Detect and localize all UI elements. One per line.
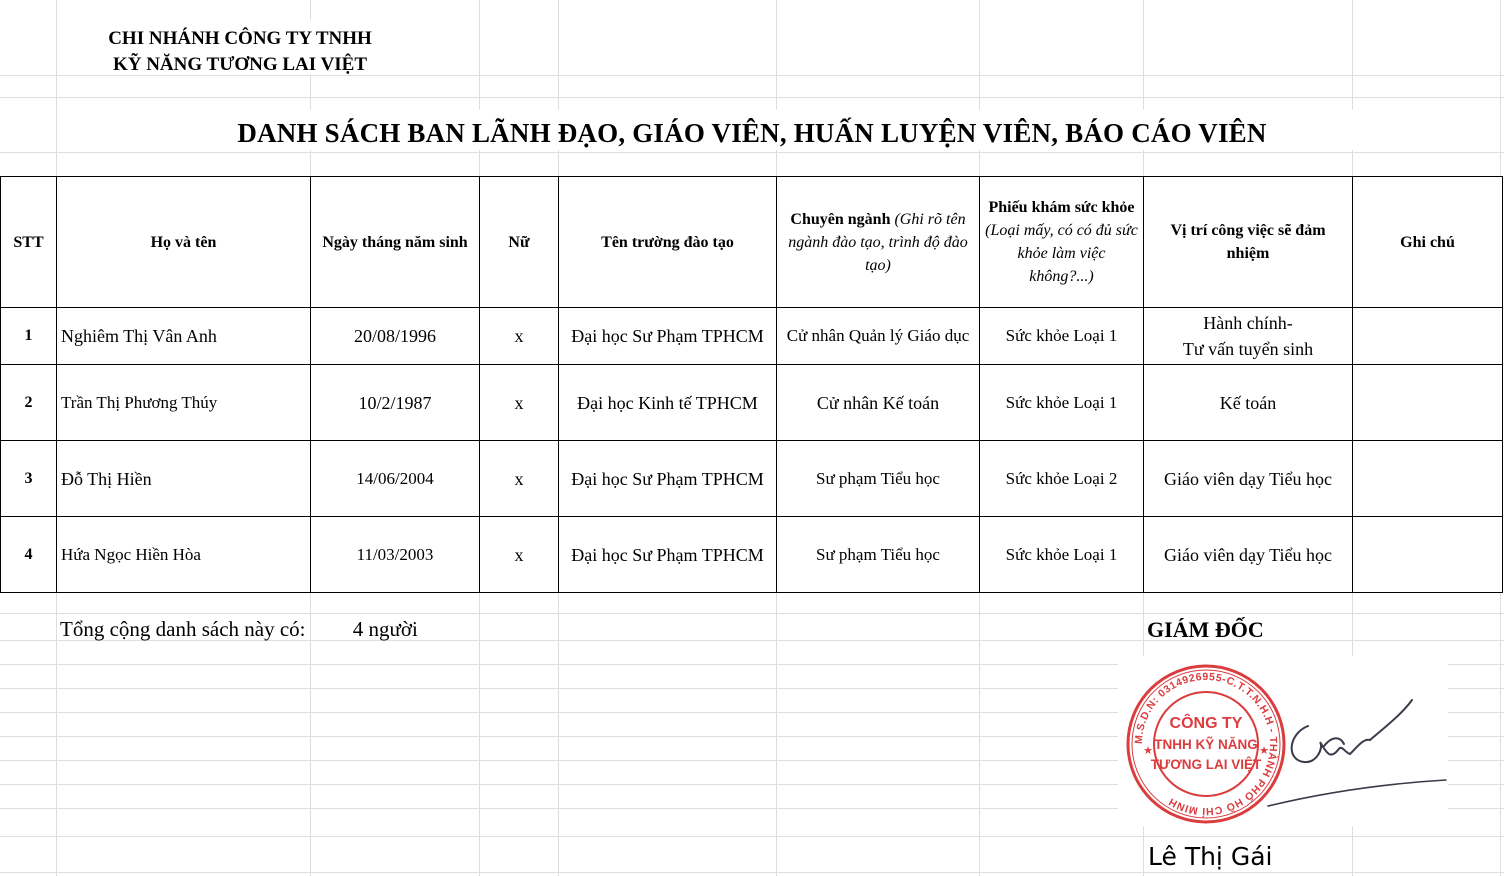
cell-stt: 3 [1, 441, 57, 517]
cell-notes [1353, 308, 1503, 365]
cell-school: Đại học Sư Phạm TPHCM [559, 308, 777, 365]
stamp-line-2: TNHH KỸ NĂNG [1154, 737, 1258, 752]
table-row [1, 308, 1503, 365]
company-line-2: KỸ NĂNG TƯƠNG LAI VIỆT [112, 54, 368, 75]
cell-major: Sư phạm Tiểu học [777, 517, 980, 593]
cell-stt: 2 [1, 365, 57, 441]
total-unit: người [368, 617, 418, 641]
col-header-female: Nữ [480, 177, 559, 308]
cell-school: Đại học Kinh tế TPHCM [559, 365, 777, 441]
signer-name: Lê Thị Gái [1148, 842, 1278, 871]
total-label: Tổng cộng danh sách này có: [60, 617, 306, 641]
gridline [0, 613, 1504, 614]
company-stamp [1128, 666, 1284, 822]
cell-stt: 4 [1, 517, 57, 593]
cell-name: Đỗ Thị Hiền [57, 441, 311, 517]
cell-major: Sư phạm Tiểu học [777, 441, 980, 517]
health-label: Phiếu khám sức khỏe [988, 199, 1135, 216]
cell-dob: 20/08/1996 [311, 308, 480, 365]
company-line-1: CHI NHÁNH CÔNG TY TNHH [108, 28, 372, 49]
cell-school: Đại học Sư Phạm TPHCM [559, 517, 777, 593]
position-line-1: Giáo viên dạy Tiểu học [1164, 468, 1332, 489]
position-line-1: Giáo viên dạy Tiểu học [1164, 544, 1332, 565]
star-icon: ★ [1143, 745, 1153, 757]
cell-female: x [480, 517, 559, 593]
cell-notes [1353, 365, 1503, 441]
col-header-dob: Ngày tháng năm sinh [311, 177, 480, 308]
company-stamp-and-signature [1118, 656, 1448, 826]
cell-female: x [480, 308, 559, 365]
stamp-line-3: TƯƠNG LAI VIỆT [1150, 757, 1262, 772]
col-header-health [980, 177, 1144, 308]
cell-school: Đại học Sư Phạm TPHCM [559, 441, 777, 517]
total-summary [60, 617, 418, 642]
cell-major: Cử nhân Quản lý Giáo dục [777, 308, 980, 365]
col-header-major [777, 177, 980, 308]
major-label: Chuyên ngành [790, 210, 891, 228]
health-note: (Loại mấy, có có đủ sức khỏe làm việc không?...) [985, 222, 1138, 285]
position-line-1: Kế toán [1219, 392, 1277, 413]
cell-major: Cử nhân Kế toán [777, 365, 980, 441]
star-icon: ★ [1259, 745, 1269, 757]
cell-name: Hứa Ngọc Hiền Hòa [57, 517, 311, 593]
cell-female: x [480, 365, 559, 441]
gridline [0, 872, 1504, 873]
gridline [0, 152, 1504, 153]
col-header-school: Tên trường đào tạo [559, 177, 777, 308]
cell-dob: 11/03/2003 [311, 517, 480, 593]
major-note: (Ghi rõ tên ngành đào tạo, trình độ đào tạo) [788, 210, 968, 274]
table-row [1, 517, 1503, 593]
signature-area [1118, 656, 1448, 826]
cell-dob: 10/2/1987 [311, 365, 480, 441]
cell-dob: 14/06/2004 [311, 441, 480, 517]
gridline [0, 97, 1504, 98]
position-line-2: Tư vấn tuyển sinh [1182, 339, 1314, 359]
staff-table [0, 176, 1503, 593]
document-title: DANH SÁCH BAN LÃNH ĐẠO, GIÁO VIÊN, HUẤN LUYỆN VIÊN, BÁO CÁO VIÊN [237, 118, 1267, 148]
stamp-outer-text: M.S.D.N: 0314926955-C.T.T.N.H.H - THÀNH PHỐ HỒ CHÍ MINH [1132, 670, 1280, 818]
cell-health: Sức khỏe Loại 1 [980, 365, 1144, 441]
cell-health: Sức khỏe Loại 1 [980, 308, 1144, 365]
cell-position [1144, 441, 1353, 517]
cell-name: Trần Thị Phương Thúy [57, 365, 311, 441]
company-name [60, 26, 420, 78]
table-row [1, 441, 1503, 517]
position-line-1: Hành chính- [1203, 313, 1293, 333]
director-title: GIÁM ĐỐC [1147, 617, 1264, 642]
cell-position [1144, 308, 1353, 365]
cell-position [1144, 517, 1353, 593]
stamp-line-1: CÔNG TY [1169, 715, 1243, 732]
col-header-position: Vị trí công việc sẽ đảm nhiệm [1144, 177, 1353, 308]
cell-female: x [480, 441, 559, 517]
table-row [1, 365, 1503, 441]
cell-stt: 1 [1, 308, 57, 365]
table-header-row [1, 177, 1503, 308]
gridline [0, 836, 1504, 837]
cell-position [1144, 365, 1353, 441]
handwritten-signature [1268, 700, 1446, 806]
col-header-notes: Ghi chú [1353, 177, 1503, 308]
cell-name: Nghiêm Thị Vân Anh [57, 308, 311, 365]
cell-notes [1353, 517, 1503, 593]
cell-health: Sức khỏe Loại 1 [980, 517, 1144, 593]
cell-notes [1353, 441, 1503, 517]
col-header-stt: STT [1, 177, 57, 308]
cell-health: Sức khỏe Loại 2 [980, 441, 1144, 517]
total-count: 4 [352, 617, 364, 641]
col-header-name: Họ và tên [57, 177, 311, 308]
